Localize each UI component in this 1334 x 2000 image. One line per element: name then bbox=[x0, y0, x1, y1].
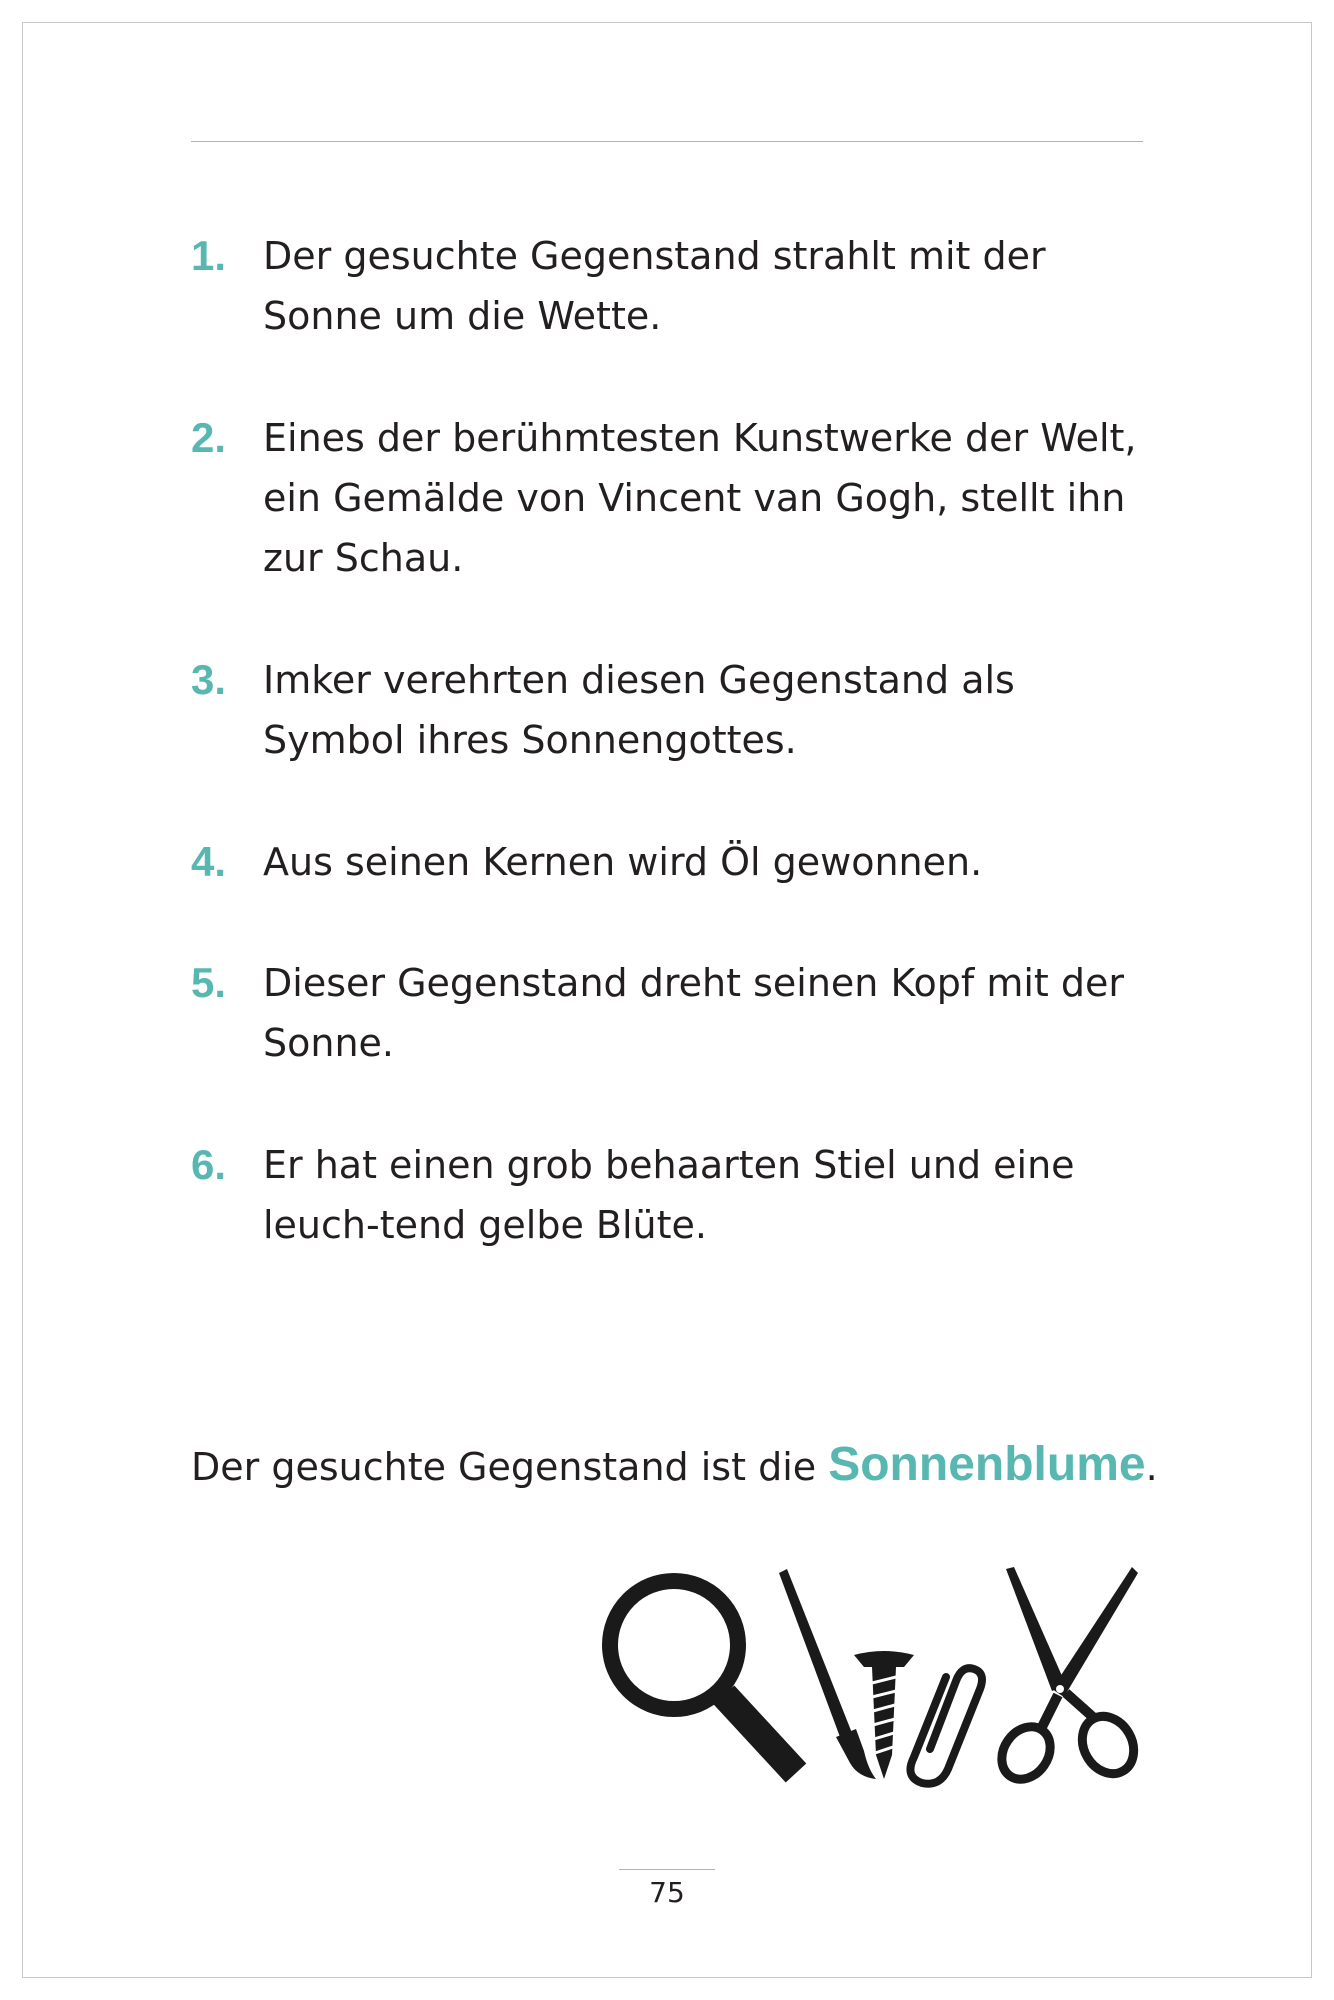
tools-illustration bbox=[596, 1565, 1146, 1795]
clue-text: Der gesuchte Gegenstand strahlt mit der Sonne um die Wette. bbox=[263, 234, 1046, 338]
page-number: 75 bbox=[649, 1876, 685, 1909]
clue-text: Dieser Gegenstand dreht seinen Kopf mit der Sonne. bbox=[263, 961, 1124, 1065]
clue-number: 5. bbox=[191, 959, 227, 1006]
clue-number: 3. bbox=[191, 656, 227, 703]
answer-suffix: . bbox=[1145, 1445, 1158, 1489]
scissors-icon bbox=[992, 1567, 1144, 1789]
clue-text: Er hat einen grob behaarten Stiel und eine leuch-tend gelbe Blüte. bbox=[263, 1143, 1075, 1247]
magnifying-glass-icon bbox=[610, 1581, 796, 1773]
paperclip-icon bbox=[910, 1668, 982, 1784]
answer-line bbox=[191, 1430, 1158, 1502]
clue-number: 6. bbox=[191, 1141, 227, 1188]
clue-number: 1. bbox=[191, 232, 227, 279]
top-divider bbox=[191, 141, 1143, 142]
clue-number: 2. bbox=[191, 414, 227, 461]
footer-divider bbox=[619, 1869, 715, 1870]
answer-word: Sonnenblume bbox=[828, 1438, 1146, 1491]
clue-text: Aus seinen Kernen wird Öl gewonnen. bbox=[263, 840, 983, 884]
answer-prefix: Der gesuchte Gegenstand ist die bbox=[191, 1445, 829, 1489]
clue-text: Imker verehrten diesen Gegenstand als Symbol ihres Sonnengottes. bbox=[263, 658, 1015, 762]
paintbrush-icon bbox=[779, 1569, 876, 1779]
clue-text: Eines der berühmtesten Kunstwerke der Welt, ein Gemälde von Vincent van Gogh, stellt ihn zur Schau. bbox=[263, 416, 1137, 580]
clue-number: 4. bbox=[191, 838, 227, 885]
